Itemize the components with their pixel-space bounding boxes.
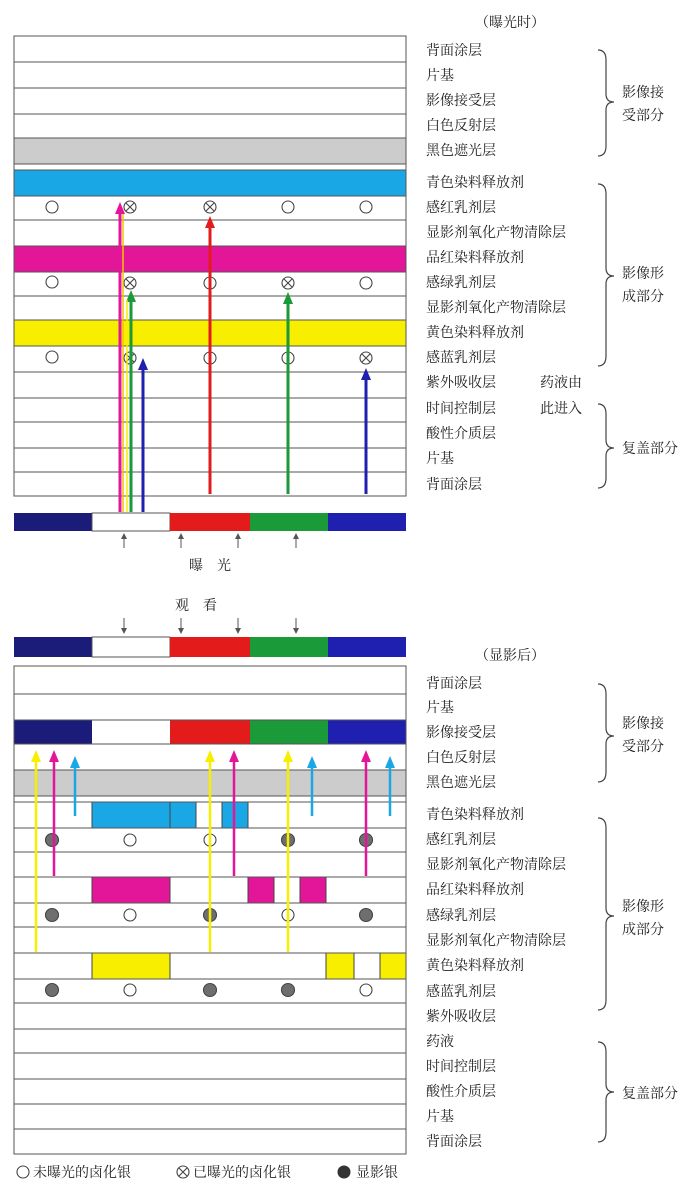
bottom-layer-label: 感蓝乳剂层: [426, 984, 496, 1000]
top-layer-label: 背面涂层: [426, 477, 482, 493]
top-layer-label: 显影剂氧化产物清除层: [426, 225, 566, 241]
inject-label-line1: 药液由: [540, 375, 582, 391]
bottom-layer-label: 片基: [426, 1109, 454, 1125]
top-layer-label: 酸性介质层: [426, 426, 496, 442]
top-group-forming-line2: 成部分: [622, 289, 664, 305]
bottom-layer-label: 显影剂氧化产物清除层: [426, 933, 566, 949]
top-group-receiving-line2: 受部分: [622, 108, 664, 124]
top-layer-label: 片基: [426, 451, 454, 467]
legend: [17, 1164, 398, 1181]
top-layer-label: 黄色染料释放剂: [426, 325, 524, 341]
bottom-layer-label: 影像接受层: [426, 725, 496, 741]
top-layer-label: 感绿乳剂层: [426, 275, 496, 291]
bottom-image-layer: [14, 720, 406, 744]
bottom-layer-label: 药液: [426, 1034, 454, 1050]
bottom-title: （显影后）: [475, 648, 545, 664]
top-layer-label: 紫外吸收层: [426, 375, 496, 391]
top-group-forming-line1: 影像形: [622, 266, 664, 282]
top-layer-label: 黑色遮光层: [426, 143, 496, 159]
bottom-layer-label: 显影剂氧化产物清除层: [426, 857, 566, 873]
legend-developed-label: 显影银: [356, 1165, 398, 1181]
exposure-label: 曝 光: [189, 558, 231, 574]
top-layer-label: 时间控制层: [426, 401, 496, 417]
bottom-layer-label: 感红乳剂层: [426, 832, 496, 848]
bottom-layer-label: 黑色遮光层: [426, 775, 496, 791]
legend-unexposed-label: 未曝光的卤化银: [33, 1165, 131, 1181]
top-diagram: [14, 14, 678, 574]
bottom-layer-label: 时间控制层: [426, 1059, 496, 1075]
top-small-arrows: [121, 533, 299, 548]
top-layer-label: 青色染料释放剂: [426, 175, 524, 191]
bottom-view-strip: [14, 637, 406, 657]
top-exposure-strip: [14, 513, 406, 531]
view-label: 观 看: [175, 598, 217, 614]
bottom-layer-label: 背面涂层: [426, 676, 482, 692]
bottom-layer-labels: [426, 675, 566, 1150]
top-layer-label: 感红乳剂层: [426, 200, 496, 216]
legend-exposed-label: 已曝光的卤化银: [193, 1165, 291, 1181]
exposed-grain: [204, 201, 216, 213]
bottom-group-forming-line2: 成部分: [622, 922, 664, 938]
bottom-brackets: [598, 684, 614, 1142]
top-cyan-band: [14, 170, 406, 196]
top-layer-label: 片基: [426, 68, 454, 84]
developed-silver-icon: [338, 1166, 351, 1179]
bottom-group-receiving-line2: 受部分: [622, 739, 664, 755]
top-layer-label: 显影剂氧化产物清除层: [426, 300, 566, 316]
top-title: （曝光时）: [475, 15, 545, 31]
unexposed-grain-icon: [17, 1166, 29, 1178]
exposed-grain: [124, 201, 136, 213]
bottom-layer-label: 白色反射层: [426, 750, 496, 766]
bottom-layer-label: 青色染料释放剂: [426, 807, 524, 823]
legend-exposed: [177, 1164, 291, 1181]
top-group-receiving-line1: 影像接: [622, 85, 664, 101]
inject-label-line2: 此进入: [540, 401, 582, 417]
bottom-layer-label: 酸性介质层: [426, 1084, 496, 1100]
bottom-layer-label: 片基: [426, 700, 454, 716]
bottom-layer-label: 紫外吸收层: [426, 1009, 496, 1025]
bottom-layer-label: 黄色染料释放剂: [426, 958, 524, 974]
bottom-group-receiving-line1: 影像接: [622, 716, 664, 732]
bottom-diagram: [14, 598, 678, 1154]
bottom-group-cover: 复盖部分: [622, 1086, 678, 1102]
top-layer-label: 白色反射层: [426, 118, 496, 134]
bottom-layer-label: 背面涂层: [426, 1134, 482, 1150]
exposed-grain-icon: [177, 1166, 189, 1178]
bottom-layer-label: 品红染料释放剂: [426, 882, 524, 898]
legend-developed: [338, 1165, 399, 1181]
bottom-group-forming-line1: 影像形: [622, 899, 664, 915]
top-layer-label: 感蓝乳剂层: [426, 350, 496, 366]
top-layer-labels: [426, 42, 566, 493]
top-layer-label: 品红染料释放剂: [426, 250, 524, 266]
bottom-layer-label: 感绿乳剂层: [426, 908, 496, 924]
top-black-shield-band: [14, 138, 406, 164]
top-layer-label: 背面涂层: [426, 43, 482, 59]
top-layer-label: 影像接受层: [426, 93, 496, 109]
bottom-dye-patches: [92, 802, 406, 979]
legend-unexposed: [17, 1164, 131, 1181]
top-group-cover: 复盖部分: [622, 441, 678, 457]
top-brackets: [598, 50, 614, 488]
bottom-small-arrows: [121, 618, 299, 634]
